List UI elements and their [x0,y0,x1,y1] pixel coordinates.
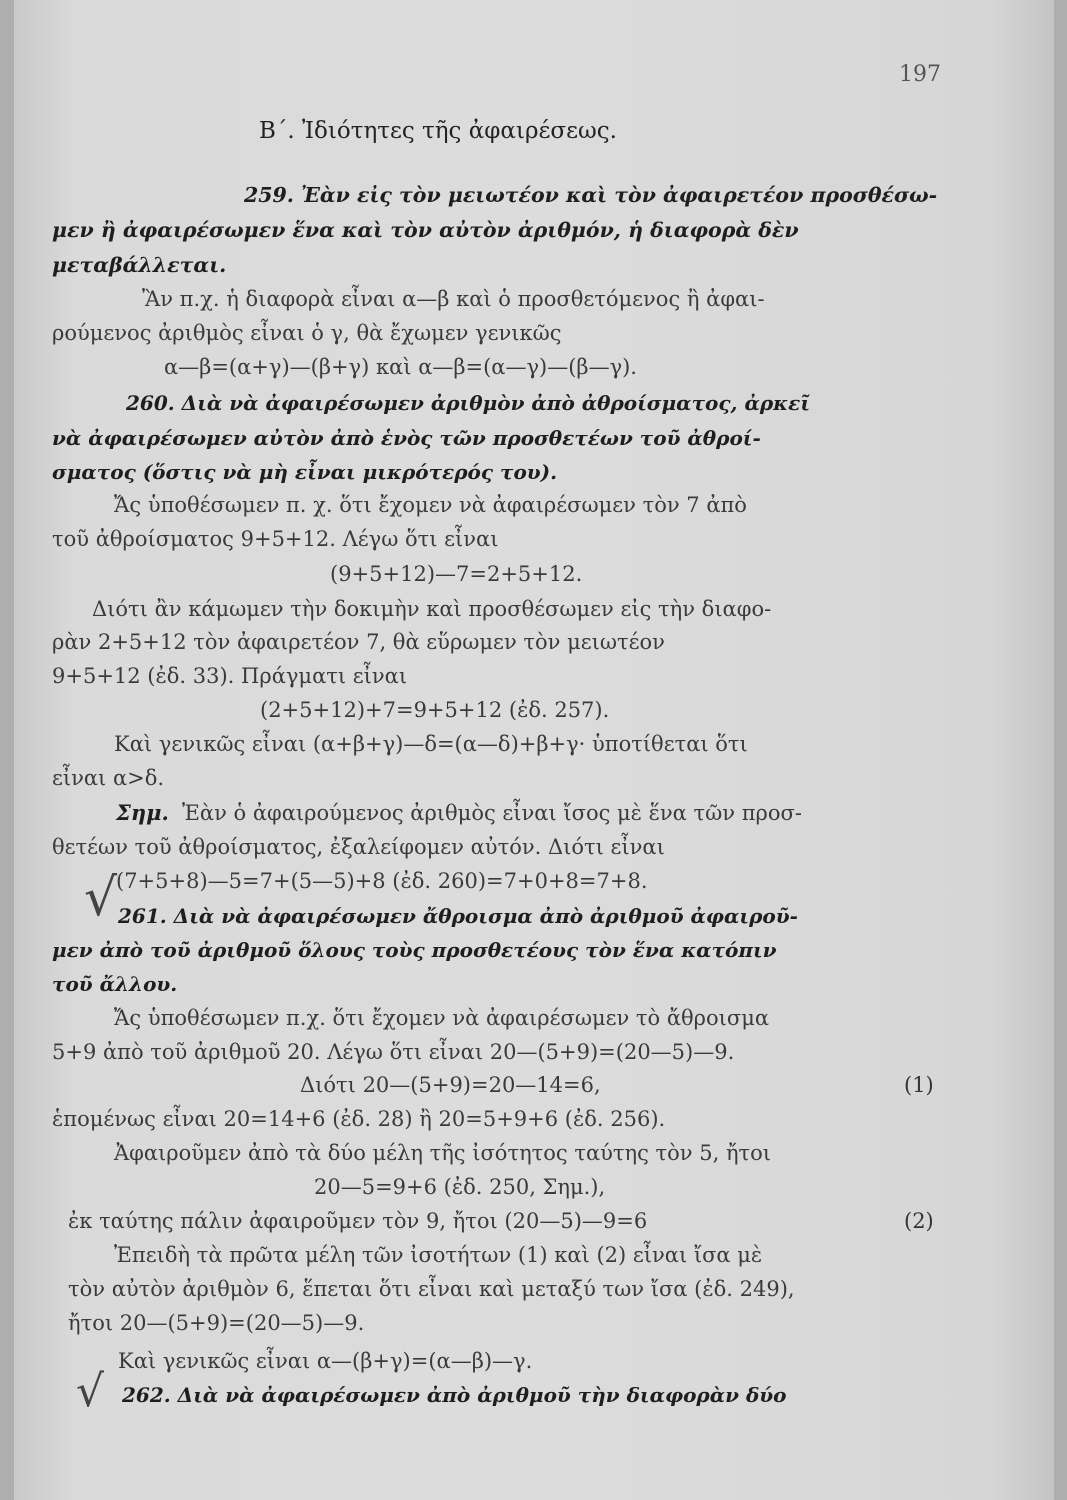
text-line: ἤτοι 20—(5+9)=(20—5)—9. [68,1311,365,1335]
equation-label: (1) [904,1073,934,1097]
text-line: Ἐὰν ὁ ἀφαιρούμενος ἀριθμὸς εἶναι ἴσος μὲ ἕνα τῶν προσ- [182,801,802,825]
text-line: ἑπομένως εἶναι 20=14+6 (ἐδ. 28) ἢ 20=5+9+6 (ἐδ. 256). [52,1107,666,1131]
text-line: Ἂν π.χ. ἡ διαφορὰ εἶναι α—β καὶ ὁ προσθετόμενος ἢ ἀφαι- [142,287,765,311]
rule-259-line-3: μεταβάλλεται. [52,253,227,277]
text-line: Ἐπειδὴ τὰ πρῶτα μέλη τῶν ἰσοτήτων (1) καὶ (2) εἶναι ἴσα μὲ [114,1243,763,1267]
section-title: Β΄. Ἰδιότητες τῆς ἀφαιρέσεως. [259,118,617,144]
text-line: ἐκ ταύτης πάλιν ἀφαιροῦμεν τὸν 9, ἤτοι (20—5)—9=6 [68,1209,648,1233]
handwritten-check-mark: √ [76,1366,105,1417]
text-line: τὸν αὐτὸν ἀριθμὸν 6, ἕπεται ὅτι εἶναι καὶ μεταξύ των ἴσα (ἐδ. 249), [68,1277,795,1301]
rule-259-line-2: μεν ἢ ἀφαιρέσωμεν ἕνα καὶ τὸν αὐτὸν ἀριθμόν, ἡ διαφορὰ δὲν [52,218,799,242]
formula-line: (2+5+12)+7=9+5+12 (ἐδ. 257). [260,698,610,722]
formula-line: 20—5=9+6 (ἐδ. 250, Σημ.), [314,1175,606,1199]
page-number: 197 [899,62,941,87]
text-line: 9+5+12 (ἐδ. 33). Πράγματι εἶναι [52,664,408,688]
rule-261-line-3: τοῦ ἄλλου. [52,972,178,996]
book-page [14,0,1054,1500]
equation-label: (2) [904,1209,934,1233]
formula-line: α—β=(α+γ)—(β+γ) καὶ α—β=(α—γ)—(β—γ). [164,355,637,379]
text-line: Καὶ γενικῶς εἶναι (α+β+γ)—δ=(α—δ)+β+γ· ὑποτίθεται ὅτι [114,732,748,756]
text-line: 5+9 ἀπὸ τοῦ ἀριθμοῦ 20. Λέγω ὅτι εἶναι 20—(5+9)=(20—5)—9. [52,1040,735,1064]
note-label: Σημ. [116,800,169,825]
formula-line: (9+5+12)—7=2+5+12. [330,562,583,586]
rule-260-line-1: 260. Διὰ νὰ ἀφαιρέσωμεν ἀριθμὸν ἀπὸ ἀθροίσματος, ἀρκεῖ [126,391,810,415]
rule-261-line-2: μεν ἀπὸ τοῦ ἀριθμοῦ ὅλους τοὺς προσθετέους τὸν ἕνα κατόπιν [52,938,777,962]
formula-line: Διότι 20—(5+9)=20—14=6, [300,1073,601,1097]
rule-260-line-2: νὰ ἀφαιρέσωμεν αὐτὸν ἀπὸ ἑνὸς τῶν προσθετέων τοῦ ἀθροί- [52,426,761,450]
text-line: Διότι ἂν κάμωμεν τὴν δοκιμὴν καὶ προσθέσωμεν εἰς τὴν διαφο- [92,597,772,621]
rule-260-line-3: σματος (ὅστις νὰ μὴ εἶναι μικρότερός του). [52,460,558,484]
text-line: ρούμενος ἀριθμὸς εἶναι ὁ γ, θὰ ἔχωμεν γενικῶς [52,321,562,345]
formula-line: (7+5+8)—5=7+(5—5)+8 (ἐδ. 260)=7+0+8=7+8. [116,869,648,893]
rule-259-line-1: 259. Ἐὰν εἰς τὸν μειωτέον καὶ τὸν ἀφαιρετέον προσθέσω- [244,183,938,207]
text-line: εἶναι α>δ. [52,766,165,790]
rule-262-line-1: 262. Διὰ νὰ ἀφαιρέσωμεν ἀπὸ ἀριθμοῦ τὴν διαφορὰν δύο [122,1383,787,1407]
text-line: ρὰν 2+5+12 τὸν ἀφαιρετέον 7, θὰ εὕρωμεν τὸν μειωτέον [52,630,665,654]
text-line: τοῦ ἀθροίσματος 9+5+12. Λέγω ὅτι εἶναι [52,527,499,551]
formula-line: Καὶ γενικῶς εἶναι α—(β+γ)=(α—β)—γ. [118,1349,533,1373]
text-line: Ἄς ὑποθέσωμεν π. χ. ὅτι ἔχομεν νὰ ἀφαιρέσωμεν τὸν 7 ἀπὸ [114,493,747,517]
text-line: θετέων τοῦ ἀθροίσματος, ἐξαλείφομεν αὐτόν. Διότι εἶναι [52,835,665,859]
text-line: Ἄς ὑποθέσωμεν π.χ. ὅτι ἔχομεν νὰ ἀφαιρέσωμεν τὸ ἄθροισμα [114,1006,770,1030]
handwritten-check-mark: √ [84,868,118,928]
text-line: Ἀφαιροῦμεν ἀπὸ τὰ δύο μέλη τῆς ἰσότητος ταύτης τὸν 5, ἤτοι [114,1141,772,1165]
rule-261-line-1: 261. Διὰ νὰ ἀφαιρέσωμεν ἄθροισμα ἀπὸ ἀριθμοῦ ἀφαιροῦ- [118,904,798,928]
